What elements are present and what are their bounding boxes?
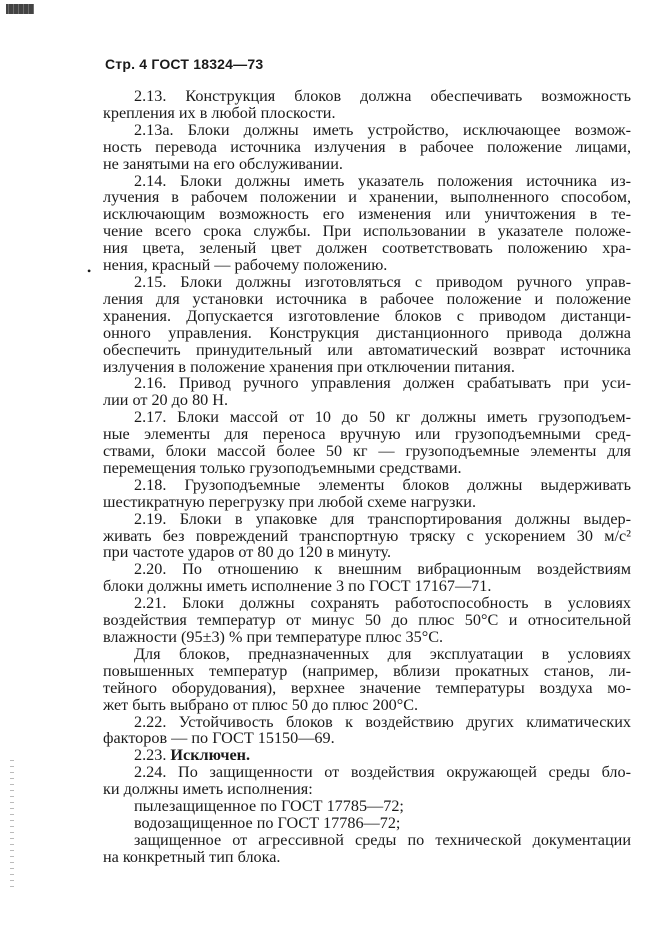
- text-line: воздействия температур от минус 50 до плюс 50°С и относительной: [103, 611, 631, 630]
- scan-corner-mark: [6, 4, 34, 14]
- text-line: онного управления. Конструкция дистанционного привода должна: [103, 323, 631, 342]
- text-line: лучения в рабочем положении и хранении, выполненного способом,: [103, 188, 631, 207]
- margin-bullet: •: [87, 264, 92, 278]
- text-line: шестикратную перегрузку при любой схеме нагрузки.: [103, 492, 477, 511]
- text-line: тейного оборудования), верхнее значение температуры воздуха мо-: [103, 678, 631, 697]
- text-line: 2.21. Блоки должны сохранять работоспособность в условиях: [134, 594, 631, 613]
- text-line: жет быть выбрано от плюс 50 до плюс 200°С.: [103, 695, 419, 714]
- text-line: водозащищенное по ГОСТ 17786—72;: [134, 813, 401, 832]
- paragraph-2-17: [103, 409, 631, 477]
- text-line: ствами, блоки массой более 50 кг — грузоподъемные элементы для: [103, 442, 631, 461]
- paragraph-2-19: [103, 511, 631, 562]
- page-header: Стр. 4 ГОСТ 18324—73: [105, 56, 264, 72]
- text-line: 2.18. Грузоподъемные элементы блоков должны выдерживать: [134, 475, 631, 494]
- excluded-label: Исключен.: [170, 746, 251, 765]
- paragraph-2-13a: [103, 122, 631, 173]
- text-line: крепления их в любой плоскости.: [103, 103, 336, 122]
- text-line: на конкретный тип блока.: [103, 847, 281, 866]
- paragraph-2-15: [103, 274, 631, 375]
- text-line: лии от 20 до 80 Н.: [103, 391, 229, 410]
- scan-margin-noise: [10, 760, 14, 890]
- paragraph-2-14: [103, 173, 631, 274]
- text-line: ные элементы для переноса вручную или грузоподъемными сред-: [103, 425, 631, 444]
- paragraph-2-22: [103, 714, 631, 748]
- paragraph-2-16: [103, 375, 631, 409]
- paragraph-2-24: [103, 764, 631, 798]
- text-line: 2.24. По защищенности от воздействия окружающей среды бло-: [134, 763, 631, 782]
- text-line: при частоте ударов от 80 до 120 в минуту.: [103, 543, 392, 562]
- text-line: 2.22. Устойчивость блоков к воздействию других климатических: [134, 712, 631, 731]
- item-number: 2.23.: [134, 746, 167, 765]
- text-line: не занятыми на его обслуживании.: [103, 154, 343, 173]
- text-line: излучения в положение хранения при отключении питания.: [103, 357, 515, 376]
- paragraph-2-18: [103, 477, 631, 511]
- text-line: 2.13. Конструкция блоков должна обеспечивать возможность: [134, 87, 631, 105]
- text-line: 2.16. Привод ручного управления должен срабатывать при уси-: [134, 374, 631, 393]
- text-line: хранения. Допускается изготовление блоков с приводом дистанци-: [103, 306, 631, 325]
- text-line: пылезащищенное по ГОСТ 17785—72;: [134, 797, 404, 816]
- paragraph-2-23: [103, 747, 631, 764]
- text-line: ки должны иметь исполнения:: [103, 780, 313, 799]
- text-line: нения, красный — рабочему положению.: [103, 256, 388, 275]
- paragraph-2-21-note: [103, 646, 631, 714]
- text-line: Для блоков, предназначенных для эксплуатации в условиях: [134, 644, 631, 663]
- text-line: обеспечить принудительный или автоматический возврат источника: [103, 340, 631, 359]
- text-line: перемещения только грузоподъемными средствами.: [103, 458, 462, 477]
- document-body: [103, 88, 631, 866]
- text-line: чение всего срока службы. При использовании в указателе положе-: [103, 222, 631, 241]
- text-line: повышенных температур (например, вблизи прокатных станов, ли-: [103, 661, 631, 680]
- text-line: ления для установки источника в рабочее положение и положение: [103, 289, 631, 308]
- text-line: 2.15. Блоки должны изготовляться с приводом ручного управ-: [134, 272, 631, 291]
- text-line: 2.17. Блоки массой от 10 до 50 кг должны иметь грузоподъем-: [134, 408, 631, 427]
- text-line: живать без повреждений транспортную тряску с ускорением 30 м/с²: [103, 526, 631, 545]
- text-line: ния цвета, зеленый цвет должен соответствовать положению хра-: [103, 239, 631, 258]
- text-line: исключающим возможность его изменения или уничтожения в те-: [103, 205, 631, 224]
- text-line: 2.20. По отношению к внешним вибрационным воздействиям: [134, 560, 631, 579]
- text-line: 2.13а. Блоки должны иметь устройство, исключающее возмож-: [134, 120, 631, 139]
- paragraph-2-24-a: [103, 798, 631, 815]
- text-line: [103, 747, 631, 764]
- text-line: блоки должны иметь исполнение 3 по ГОСТ 17167—71.: [103, 577, 492, 596]
- text-line: 2.19. Блоки в упаковке для транспортирования должны выдер-: [134, 509, 631, 528]
- paragraph-2-21: [103, 595, 631, 646]
- text-line: факторов — по ГОСТ 15150—69.: [103, 729, 335, 748]
- text-line: ность перевода источника излучения в рабочее положение лицами,: [103, 137, 631, 156]
- paragraph-2-24-c: [103, 832, 631, 866]
- text-line: 2.14. Блоки должны иметь указатель положения источника из-: [134, 171, 631, 190]
- text-line: влажности (95±3) % при температуре плюс 35°С.: [103, 628, 444, 646]
- paragraph-2-13: [103, 88, 631, 122]
- text-line: защищенное от агрессивной среды по технической документации: [134, 830, 631, 849]
- paragraph-2-20: [103, 561, 631, 595]
- paragraph-2-24-b: [103, 815, 631, 832]
